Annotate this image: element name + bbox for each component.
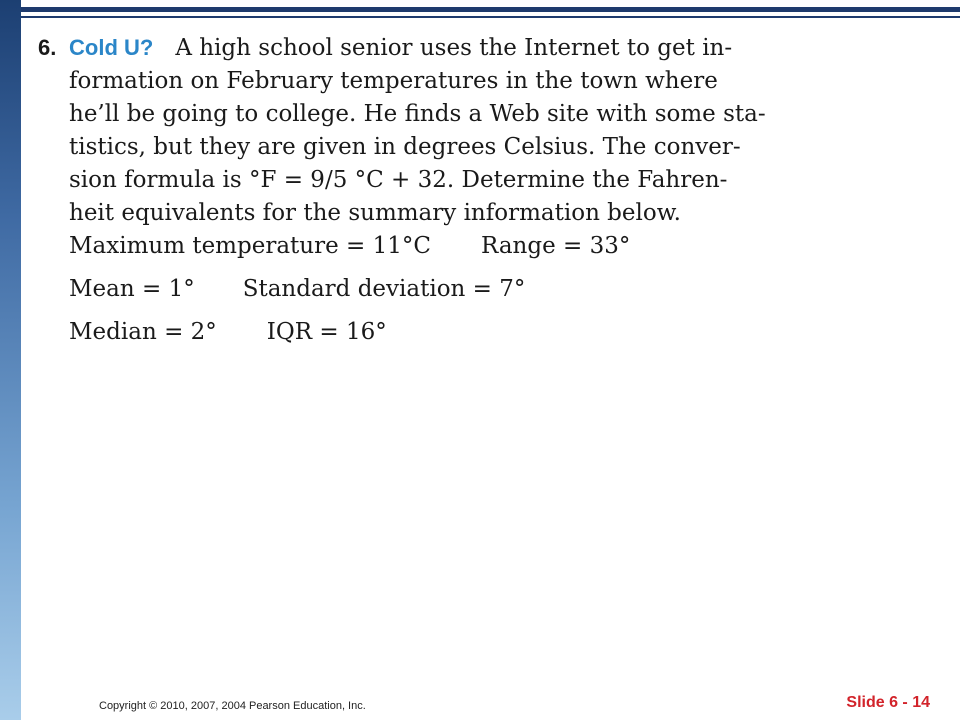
top-rule-thin <box>21 16 960 18</box>
problem-line-5: sion formula is °F = 9/5 °C + 32. Determine the Fahren- <box>69 167 728 193</box>
summary-stats <box>69 228 630 357</box>
range: Range = 33° <box>480 233 631 259</box>
iqr: IQR = 16° <box>266 319 387 345</box>
problem-line-2: formation on February temperatures in the town where <box>69 68 718 94</box>
mean: Mean = 1° <box>69 276 195 302</box>
problem-heading: Cold U? <box>69 35 154 60</box>
problem-text <box>38 31 766 230</box>
median: Median = 2° <box>69 319 217 345</box>
problem-line-3: he’ll be going to college. He finds a Web site with some sta- <box>69 101 766 127</box>
slide-number: Slide 6 - 14 <box>846 694 930 711</box>
problem-line-4: tistics, but they are given in degrees Celsius. The conver- <box>69 134 741 160</box>
stats-row-3 <box>69 314 630 357</box>
problem-line-6: heit equivalents for the summary information below. <box>69 200 681 226</box>
stats-row-1 <box>69 228 630 271</box>
max-temperature: Maximum temperature = 11°C <box>69 233 431 259</box>
top-rule-thick <box>21 7 960 12</box>
stats-row-2 <box>69 271 630 314</box>
left-gradient-bar <box>0 0 21 720</box>
copyright-notice: Copyright © 2010, 2007, 2004 Pearson Education, Inc. <box>99 700 366 712</box>
problem-first-line <box>38 31 738 65</box>
problem-number: 6. <box>38 35 57 60</box>
problem-line-1: A high school senior uses the Internet to get in- <box>175 35 733 61</box>
standard-deviation: Standard deviation = 7° <box>242 276 526 302</box>
